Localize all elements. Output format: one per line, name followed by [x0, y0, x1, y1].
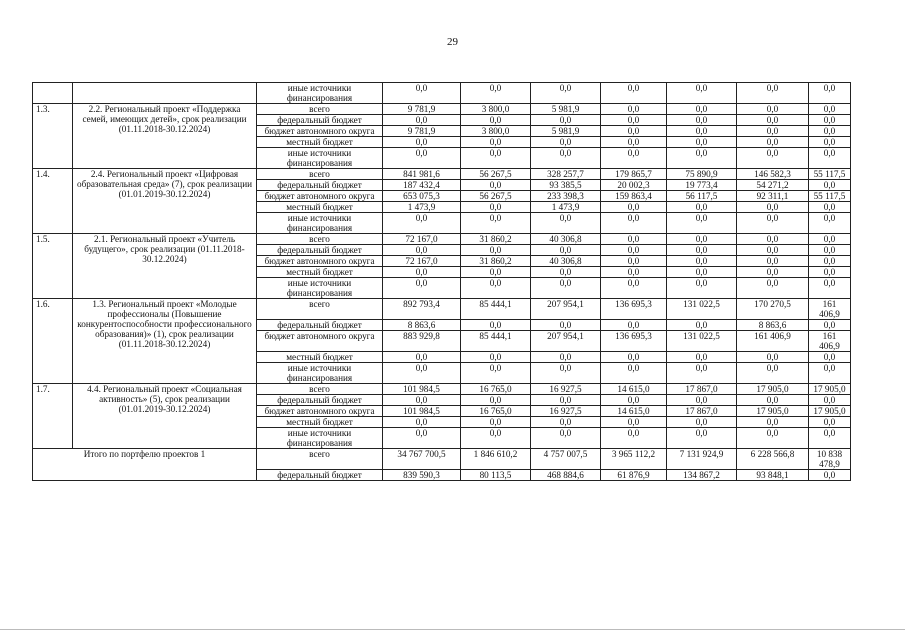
value-cell: 56 267,5: [461, 191, 531, 202]
table-row: [33, 234, 851, 245]
value-cell: 0,0: [601, 137, 667, 148]
value-cell: 0,0: [601, 234, 667, 245]
value-cell: 0,0: [383, 267, 461, 278]
value-cell: 0,0: [809, 202, 851, 213]
value-cell: 0,0: [531, 245, 601, 256]
value-cell: 0,0: [601, 126, 667, 137]
value-cell: 0,0: [601, 213, 667, 234]
source-cell: бюджет автономного округа: [257, 126, 383, 137]
value-cell: 0,0: [383, 137, 461, 148]
source-cell: иные источники финансирования: [257, 83, 383, 104]
value-cell: 0,0: [667, 202, 737, 213]
value-cell: 839 590,3: [383, 470, 461, 481]
value-cell: 146 582,3: [737, 169, 809, 180]
value-cell: 0,0: [531, 428, 601, 449]
value-cell: 0,0: [601, 267, 667, 278]
value-cell: 1 846 610,2: [461, 449, 531, 470]
value-cell: 56 117,5: [667, 191, 737, 202]
source-cell: иные источники финансирования: [257, 363, 383, 384]
value-cell: 0,0: [601, 417, 667, 428]
value-cell: 207 954,1: [531, 331, 601, 352]
value-cell: 0,0: [737, 256, 809, 267]
table-row: [33, 384, 851, 395]
value-cell: 161 406,9: [737, 331, 809, 352]
value-cell: 170 270,5: [737, 299, 809, 320]
value-cell: 233 398,3: [531, 191, 601, 202]
source-cell: иные источники финансирования: [257, 428, 383, 449]
project-name: 4.4. Региональный проект «Социальная активность» (5), срок реализации (01.01.2019-30.12.2024): [73, 384, 257, 449]
value-cell: 0,0: [601, 148, 667, 169]
index-cell: [33, 83, 73, 104]
value-cell: 0,0: [601, 256, 667, 267]
value-cell: 468 884,6: [531, 470, 601, 481]
value-cell: 0,0: [737, 148, 809, 169]
value-cell: 34 767 700,5: [383, 449, 461, 470]
project-name: 1.3. Региональный проект «Молодые профессионалы (Повышение конкурентоспособности профессионального образования)» (1), срок реализации (01.11.2018-30.12.2024): [73, 299, 257, 384]
source-cell: иные источники финансирования: [257, 148, 383, 169]
value-cell: 0,0: [809, 470, 851, 481]
value-cell: 0,0: [667, 213, 737, 234]
value-cell: 187 432,4: [383, 180, 461, 191]
value-cell: 93 848,1: [737, 470, 809, 481]
bottom-rule: [0, 629, 905, 630]
project-index: 1.5.: [33, 234, 73, 299]
value-cell: 0,0: [809, 256, 851, 267]
value-cell: 17 867,0: [667, 384, 737, 395]
source-cell: бюджет автономного округа: [257, 256, 383, 267]
value-cell: 131 022,5: [667, 331, 737, 352]
value-cell: 0,0: [461, 363, 531, 384]
value-cell: 0,0: [601, 245, 667, 256]
value-cell: 0,0: [531, 352, 601, 363]
value-cell: 31 860,2: [461, 256, 531, 267]
value-cell: 101 984,5: [383, 406, 461, 417]
value-cell: 207 954,1: [531, 299, 601, 320]
value-cell: 0,0: [601, 278, 667, 299]
value-cell: 0,0: [461, 395, 531, 406]
value-cell: 0,0: [809, 148, 851, 169]
value-cell: 0,0: [461, 352, 531, 363]
value-cell: 3 965 112,2: [601, 449, 667, 470]
source-cell: всего: [257, 234, 383, 245]
value-cell: 0,0: [461, 320, 531, 331]
value-cell: 0,0: [531, 148, 601, 169]
value-cell: 653 075,3: [383, 191, 461, 202]
value-cell: 136 695,3: [601, 331, 667, 352]
value-cell: 85 444,1: [461, 331, 531, 352]
value-cell: 14 615,0: [601, 406, 667, 417]
value-cell: 0,0: [667, 267, 737, 278]
value-cell: 14 615,0: [601, 384, 667, 395]
value-cell: 80 113,5: [461, 470, 531, 481]
value-cell: 92 311,1: [737, 191, 809, 202]
value-cell: 0,0: [737, 213, 809, 234]
source-cell: всего: [257, 384, 383, 395]
source-cell: бюджет автономного округа: [257, 406, 383, 417]
source-cell: всего: [257, 169, 383, 180]
value-cell: 0,0: [667, 245, 737, 256]
value-cell: 0,0: [461, 202, 531, 213]
value-cell: 1 473,9: [383, 202, 461, 213]
value-cell: 0,0: [809, 428, 851, 449]
value-cell: 0,0: [667, 137, 737, 148]
value-cell: 161 406,9: [809, 299, 851, 320]
value-cell: 101 984,5: [383, 384, 461, 395]
project-index: 1.7.: [33, 384, 73, 449]
value-cell: 0,0: [667, 256, 737, 267]
value-cell: 0,0: [383, 395, 461, 406]
value-cell: 0,0: [737, 115, 809, 126]
value-cell: 0,0: [531, 267, 601, 278]
value-cell: 159 863,4: [601, 191, 667, 202]
value-cell: 0,0: [667, 104, 737, 115]
value-cell: 0,0: [737, 126, 809, 137]
value-cell: 40 306,8: [531, 234, 601, 245]
value-cell: 0,0: [809, 104, 851, 115]
value-cell: 0,0: [809, 363, 851, 384]
value-cell: 7 131 924,9: [667, 449, 737, 470]
value-cell: 0,0: [461, 267, 531, 278]
value-cell: 10 838 478,9: [809, 449, 851, 470]
value-cell: 0,0: [737, 363, 809, 384]
table-row: [33, 169, 851, 180]
source-cell: местный бюджет: [257, 137, 383, 148]
value-cell: 5 981,9: [531, 126, 601, 137]
value-cell: 0,0: [809, 180, 851, 191]
value-cell: 3 800,0: [461, 126, 531, 137]
table-row: [33, 104, 851, 115]
value-cell: 0,0: [737, 352, 809, 363]
value-cell: 0,0: [737, 245, 809, 256]
value-cell: 0,0: [383, 278, 461, 299]
value-cell: 16 927,5: [531, 406, 601, 417]
value-cell: 161 406,9: [809, 331, 851, 352]
value-cell: 0,0: [531, 395, 601, 406]
value-cell: 0,0: [383, 115, 461, 126]
value-cell: 0,0: [667, 83, 737, 104]
value-cell: 17 905,0: [809, 384, 851, 395]
value-cell: 0,0: [601, 352, 667, 363]
value-cell: 0,0: [601, 428, 667, 449]
value-cell: 0,0: [531, 213, 601, 234]
table-row: [33, 83, 851, 104]
project-name-cell: [73, 83, 257, 104]
value-cell: 0,0: [461, 83, 531, 104]
value-cell: 75 890,9: [667, 169, 737, 180]
value-cell: 0,0: [737, 202, 809, 213]
value-cell: 0,0: [737, 267, 809, 278]
value-cell: 0,0: [667, 115, 737, 126]
source-cell: федеральный бюджет: [257, 395, 383, 406]
value-cell: 0,0: [809, 213, 851, 234]
value-cell: 19 773,4: [667, 180, 737, 191]
value-cell: 0,0: [667, 320, 737, 331]
value-cell: 17 905,0: [737, 406, 809, 417]
value-cell: 0,0: [461, 245, 531, 256]
budget-table: [32, 82, 851, 481]
value-cell: 0,0: [809, 267, 851, 278]
value-cell: 0,0: [809, 395, 851, 406]
value-cell: 85 444,1: [461, 299, 531, 320]
value-cell: 0,0: [531, 417, 601, 428]
source-cell: всего: [257, 299, 383, 320]
value-cell: 0,0: [809, 320, 851, 331]
source-cell: всего: [257, 449, 383, 470]
source-cell: федеральный бюджет: [257, 320, 383, 331]
value-cell: 55 117,5: [809, 169, 851, 180]
value-cell: 0,0: [383, 245, 461, 256]
total-row: [33, 449, 851, 470]
value-cell: 54 271,2: [737, 180, 809, 191]
value-cell: 0,0: [737, 428, 809, 449]
value-cell: 0,0: [461, 180, 531, 191]
value-cell: 0,0: [531, 115, 601, 126]
value-cell: 0,0: [383, 352, 461, 363]
value-cell: 17 905,0: [737, 384, 809, 395]
value-cell: 0,0: [737, 104, 809, 115]
value-cell: 0,0: [809, 234, 851, 245]
source-cell: федеральный бюджет: [257, 470, 383, 481]
value-cell: 0,0: [667, 234, 737, 245]
value-cell: 8 863,6: [737, 320, 809, 331]
value-cell: 0,0: [601, 202, 667, 213]
value-cell: 72 167,0: [383, 234, 461, 245]
source-cell: всего: [257, 104, 383, 115]
project-name: 2.1. Региональный проект «Учитель будущего», срок реализации (01.11.2018-30.12.2024): [73, 234, 257, 299]
value-cell: 0,0: [667, 278, 737, 299]
value-cell: 0,0: [601, 104, 667, 115]
project-index: 1.4.: [33, 169, 73, 234]
value-cell: 0,0: [531, 137, 601, 148]
value-cell: 0,0: [809, 417, 851, 428]
value-cell: 0,0: [809, 83, 851, 104]
value-cell: 0,0: [737, 278, 809, 299]
value-cell: 0,0: [737, 137, 809, 148]
page-number: 29: [447, 36, 458, 48]
source-cell: местный бюджет: [257, 352, 383, 363]
value-cell: 8 863,6: [383, 320, 461, 331]
value-cell: 0,0: [383, 213, 461, 234]
value-cell: 0,0: [531, 278, 601, 299]
source-cell: бюджет автономного округа: [257, 331, 383, 352]
source-cell: федеральный бюджет: [257, 115, 383, 126]
total-label: Итого по портфелю проектов 1: [33, 449, 257, 481]
value-cell: 17 867,0: [667, 406, 737, 417]
value-cell: 40 306,8: [531, 256, 601, 267]
source-cell: местный бюджет: [257, 417, 383, 428]
source-cell: федеральный бюджет: [257, 245, 383, 256]
value-cell: 16 927,5: [531, 384, 601, 395]
value-cell: 136 695,3: [601, 299, 667, 320]
value-cell: 0,0: [461, 428, 531, 449]
value-cell: 0,0: [667, 417, 737, 428]
value-cell: 0,0: [667, 428, 737, 449]
value-cell: 892 793,4: [383, 299, 461, 320]
value-cell: 0,0: [383, 148, 461, 169]
value-cell: 0,0: [737, 83, 809, 104]
source-cell: федеральный бюджет: [257, 180, 383, 191]
value-cell: 0,0: [667, 126, 737, 137]
value-cell: 0,0: [737, 417, 809, 428]
value-cell: 9 781,9: [383, 104, 461, 115]
project-index: 1.3.: [33, 104, 73, 169]
value-cell: 0,0: [737, 395, 809, 406]
value-cell: 0,0: [531, 320, 601, 331]
value-cell: 179 865,7: [601, 169, 667, 180]
value-cell: 0,0: [809, 278, 851, 299]
value-cell: 0,0: [667, 395, 737, 406]
value-cell: 0,0: [809, 137, 851, 148]
project-index: 1.6.: [33, 299, 73, 384]
source-cell: иные источники финансирования: [257, 278, 383, 299]
value-cell: 0,0: [601, 320, 667, 331]
value-cell: 0,0: [383, 363, 461, 384]
value-cell: 3 800,0: [461, 104, 531, 115]
value-cell: 0,0: [461, 278, 531, 299]
value-cell: 0,0: [601, 115, 667, 126]
value-cell: 0,0: [601, 395, 667, 406]
value-cell: 841 981,6: [383, 169, 461, 180]
value-cell: 55 117,5: [809, 191, 851, 202]
source-cell: бюджет автономного округа: [257, 191, 383, 202]
project-name: 2.2. Региональный проект «Поддержка семей, имеющих детей», срок реализации (01.11.2018-30.12.2024): [73, 104, 257, 169]
value-cell: 0,0: [809, 245, 851, 256]
source-cell: иные источники финансирования: [257, 213, 383, 234]
value-cell: 4 757 007,5: [531, 449, 601, 470]
value-cell: 20 002,3: [601, 180, 667, 191]
value-cell: 16 765,0: [461, 406, 531, 417]
value-cell: 0,0: [809, 115, 851, 126]
value-cell: 9 781,9: [383, 126, 461, 137]
value-cell: 0,0: [461, 213, 531, 234]
value-cell: 883 929,8: [383, 331, 461, 352]
value-cell: 0,0: [601, 363, 667, 384]
value-cell: 1 473,9: [531, 202, 601, 213]
value-cell: 0,0: [461, 417, 531, 428]
value-cell: 0,0: [601, 83, 667, 104]
value-cell: 0,0: [809, 126, 851, 137]
value-cell: 93 385,5: [531, 180, 601, 191]
source-cell: местный бюджет: [257, 267, 383, 278]
value-cell: 0,0: [737, 234, 809, 245]
value-cell: 0,0: [667, 352, 737, 363]
value-cell: 0,0: [383, 83, 461, 104]
value-cell: 61 876,9: [601, 470, 667, 481]
value-cell: 0,0: [383, 428, 461, 449]
value-cell: 0,0: [531, 83, 601, 104]
value-cell: 6 228 566,8: [737, 449, 809, 470]
value-cell: 0,0: [461, 115, 531, 126]
value-cell: 5 981,9: [531, 104, 601, 115]
value-cell: 31 860,2: [461, 234, 531, 245]
table-row: [33, 299, 851, 320]
value-cell: 0,0: [461, 148, 531, 169]
value-cell: 328 257,7: [531, 169, 601, 180]
value-cell: 0,0: [667, 363, 737, 384]
value-cell: 0,0: [809, 352, 851, 363]
value-cell: 131 022,5: [667, 299, 737, 320]
project-name: 2.4. Региональный проект «Цифровая образовательная среда» (7), срок реализации (01.01.2019-30.12.2024): [73, 169, 257, 234]
value-cell: 0,0: [667, 148, 737, 169]
value-cell: 134 867,2: [667, 470, 737, 481]
source-cell: местный бюджет: [257, 202, 383, 213]
value-cell: 0,0: [461, 137, 531, 148]
value-cell: 16 765,0: [461, 384, 531, 395]
value-cell: 0,0: [383, 417, 461, 428]
value-cell: 17 905,0: [809, 406, 851, 417]
value-cell: 72 167,0: [383, 256, 461, 267]
value-cell: 56 267,5: [461, 169, 531, 180]
value-cell: 0,0: [531, 363, 601, 384]
